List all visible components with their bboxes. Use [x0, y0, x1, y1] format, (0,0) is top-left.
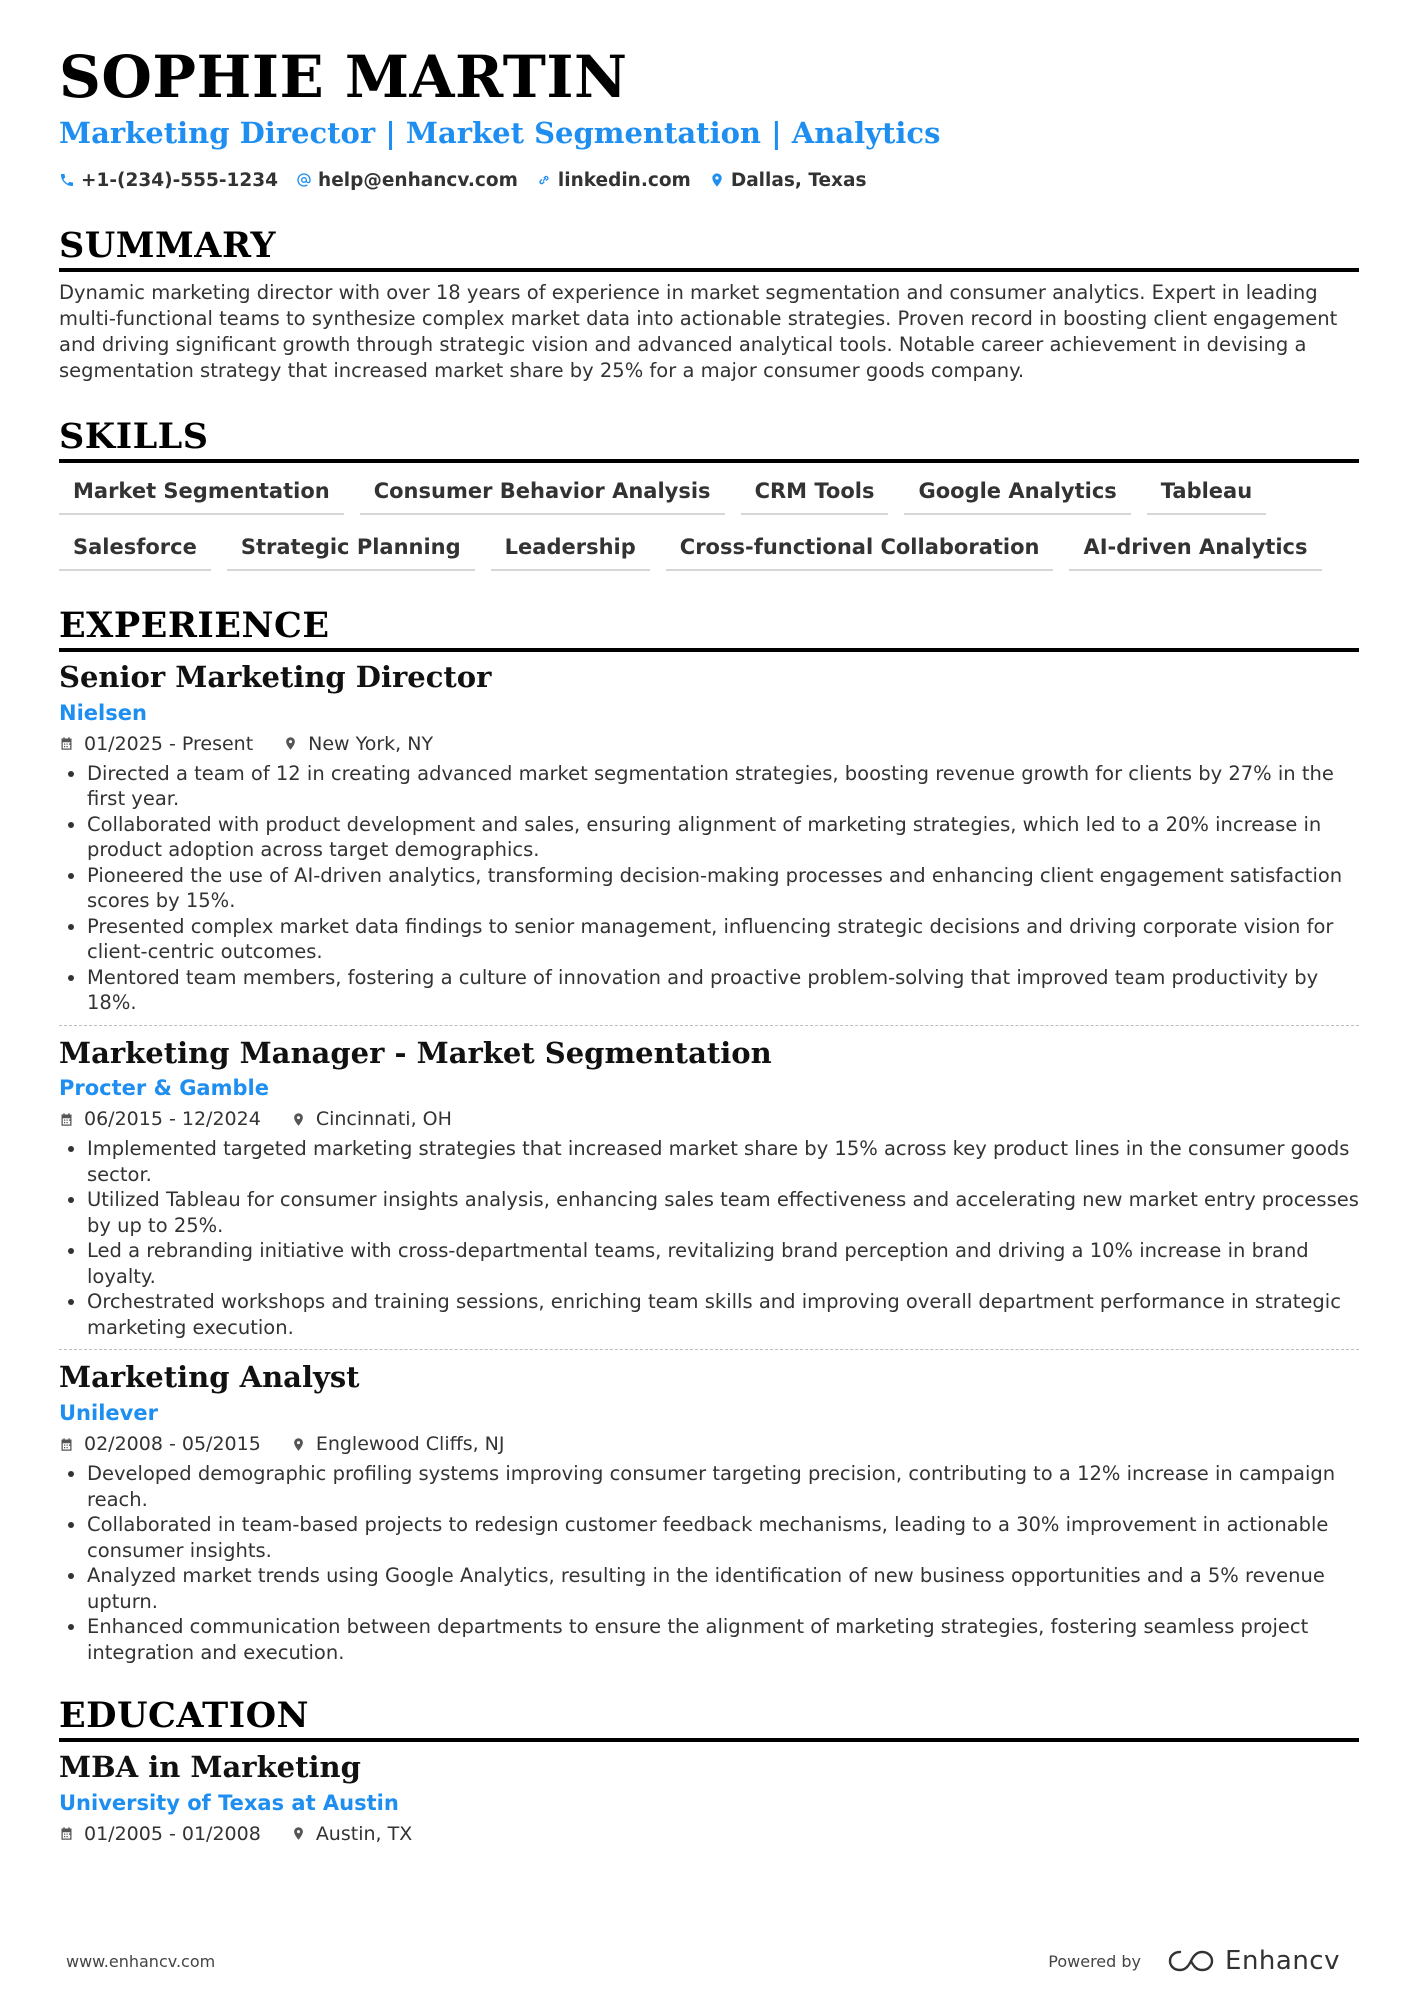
contact-email[interactable]: [296, 170, 518, 191]
education-dates: [59, 1823, 261, 1845]
summary-section: [59, 225, 1359, 384]
job-meta: [59, 733, 1359, 755]
footer: [66, 1946, 1340, 1976]
job-bullet: • Presented complex market data findings to senior management, influencing strategic decisions and driving corporate vision for client-centric outcomes.: [87, 914, 1359, 965]
contact-bar: [59, 170, 1359, 191]
job-bullets: [59, 1461, 1359, 1665]
job-location-text: New York, NY: [308, 732, 434, 755]
job-bullet: • Enhanced communication between departments to ensure the alignment of marketing strategies, fostering seamless project integration and execution.: [87, 1614, 1359, 1665]
skill-tag: Consumer Behavior Analysis: [360, 473, 725, 515]
calendar-icon: [59, 1826, 74, 1841]
education-section: [59, 1695, 1359, 1845]
job-entry: [59, 1360, 1359, 1665]
job-bullet: • Orchestrated workshops and training sessions, enriching team skills and improving overall department performance in strategic marketing execution.: [87, 1289, 1359, 1340]
skill-tag: Google Analytics: [904, 473, 1130, 515]
job-bullet: • Implemented targeted marketing strategies that increased market share by 15% across key product lines in the consumer goods sector.: [87, 1136, 1359, 1187]
calendar-icon: [59, 736, 74, 751]
skills-heading: SKILLS: [59, 416, 1359, 463]
job-bullet: • Developed demographic profiling systems improving consumer targeting precision, contributing to a 12% increase in campaign reach.: [87, 1461, 1359, 1512]
skill-tag: CRM Tools: [741, 473, 889, 515]
job-title: Senior Marketing Director: [59, 659, 492, 694]
education-entry: [59, 1750, 1359, 1845]
footer-brand-name: Enhancv: [1225, 1946, 1340, 1976]
education-heading: EDUCATION: [59, 1695, 1359, 1742]
job-company: Unilever: [59, 1401, 158, 1426]
location-pin-icon: [291, 1112, 306, 1127]
job-divider: [59, 1025, 1359, 1026]
link-icon: [536, 172, 552, 188]
summary-text: Dynamic marketing director with over 18 years of experience in market segmentation and consumer analytics. Expert in leading multi-functional teams to synthesize complex market data into actionable strategies. Proven record in boosting client engagement and driving significant growth through strategic vision and advanced analytical tools. Notable career achievement in devising a segmentation strategy that increased market share by 25% for a major consumer goods company.: [59, 280, 1338, 382]
location-pin-icon: [283, 736, 298, 751]
skill-tag: Cross-functional Collaboration: [666, 529, 1054, 571]
job-bullets: [59, 761, 1359, 1016]
at-icon: [296, 172, 312, 188]
job-title: Marketing Manager - Market Segmentation: [59, 1035, 772, 1070]
education-school: University of Texas at Austin: [59, 1790, 399, 1815]
skill-tag: Leadership: [491, 529, 650, 571]
job-location-text: Englewood Cliffs, NJ: [315, 1433, 505, 1456]
resume-page: [59, 43, 1359, 1845]
phone-icon: [59, 172, 75, 188]
job-bullet: • Pioneered the use of AI-driven analytics, transforming decision-making processes and enhancing client engagement satisfaction scores by 15%.: [87, 863, 1359, 914]
job-location: [291, 1433, 505, 1455]
job-bullet: • Collaborated with product development and sales, ensuring alignment of marketing strategies, which led to a 20% increase in product adoption across target demographics.: [87, 812, 1359, 863]
skill-tag: Market Segmentation: [59, 473, 344, 515]
job-location-text: Cincinnati, OH: [315, 1108, 452, 1131]
contact-linkedin-text: linkedin.com: [557, 169, 691, 191]
job-bullets: [59, 1136, 1359, 1340]
candidate-name: SOPHIE MARTIN: [59, 43, 628, 111]
contact-location: [709, 170, 867, 191]
education-dates-text: 01/2005 - 01/2008: [84, 1822, 261, 1845]
job-company: Nielsen: [59, 700, 147, 725]
job-dates: [59, 1108, 261, 1130]
job-title: Marketing Analyst: [59, 1360, 360, 1395]
calendar-icon: [59, 1112, 74, 1127]
experience-heading: EXPERIENCE: [59, 605, 1359, 652]
job-bullet: • Led a rebranding initiative with cross-departmental teams, revitalizing brand perception and driving a 10% increase in brand loyalty.: [87, 1238, 1359, 1289]
skill-tag: Tableau: [1147, 473, 1266, 515]
job-entry: [59, 1036, 1359, 1341]
education-meta: [59, 1823, 1359, 1845]
contact-email-text: help@enhancv.com: [318, 169, 518, 191]
skills-list: [59, 473, 1359, 585]
experience-section: [59, 605, 1359, 1665]
job-entry: [59, 660, 1359, 1016]
education-location-text: Austin, TX: [315, 1822, 413, 1845]
powered-by-text: Powered by: [1048, 1951, 1142, 1971]
job-bullet: • Directed a team of 12 in creating advanced market segmentation strategies, boosting revenue growth for clients by 27% in the first year.: [87, 761, 1359, 812]
job-dates-text: 02/2008 - 05/2015: [84, 1433, 261, 1456]
job-meta: [59, 1433, 1359, 1455]
job-bullet: • Analyzed market trends using Google Analytics, resulting in the identification of new business opportunities and a 5% revenue upturn.: [87, 1563, 1359, 1614]
footer-website[interactable]: www.enhancv.com: [66, 1951, 216, 1971]
location-pin-icon: [291, 1437, 306, 1452]
skill-tag: Salesforce: [59, 529, 211, 571]
contact-phone: [59, 170, 278, 191]
location-pin-icon: [291, 1826, 306, 1841]
contact-phone-text: +1-(234)-555-1234: [81, 169, 279, 191]
job-bullet: • Utilized Tableau for consumer insights analysis, enhancing sales team effectiveness and accelerating new market entry processes by up to 25%.: [87, 1187, 1359, 1238]
job-dates-text: 06/2015 - 12/2024: [84, 1108, 261, 1131]
job-divider: [59, 1349, 1359, 1350]
job-bullet: • Mentored team members, fostering a culture of innovation and proactive problem-solving that improved team productivity by 18%.: [87, 965, 1359, 1016]
job-dates: [59, 733, 253, 755]
job-dates: [59, 1433, 261, 1455]
job-meta: [59, 1108, 1359, 1130]
job-bullet: • Collaborated in team-based projects to redesign customer feedback mechanisms, leading to a 30% improvement in actionable consumer insights.: [87, 1512, 1359, 1563]
education-degree: MBA in Marketing: [59, 1750, 361, 1785]
footer-brand[interactable]: [1048, 1946, 1340, 1976]
enhancv-logo-icon: [1167, 1948, 1215, 1974]
location-pin-icon: [709, 172, 725, 188]
job-dates-text: 01/2025 - Present: [84, 732, 254, 755]
job-location: [283, 733, 433, 755]
contact-location-text: Dallas, Texas: [730, 169, 867, 191]
job-location: [291, 1108, 452, 1130]
job-company: Procter & Gamble: [59, 1076, 269, 1101]
contact-linkedin[interactable]: [536, 170, 691, 191]
education-location: [291, 1823, 412, 1845]
skills-section: [59, 416, 1359, 585]
skill-tag: Strategic Planning: [227, 529, 475, 571]
calendar-icon: [59, 1437, 74, 1452]
candidate-headline: Marketing Director | Market Segmentation | Analytics: [59, 115, 941, 150]
summary-heading: SUMMARY: [59, 225, 1359, 272]
skill-tag: AI-driven Analytics: [1069, 529, 1321, 571]
